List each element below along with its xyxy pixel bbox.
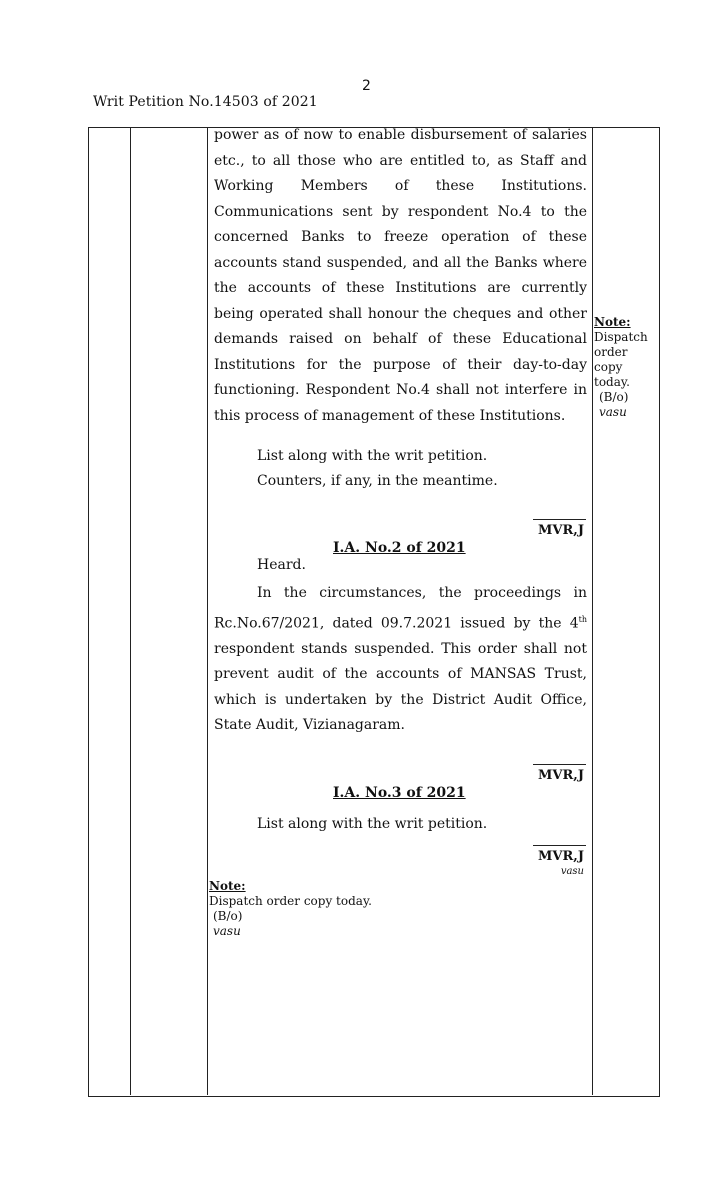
order-line: Institutions for the purpose of their day-to-day — [214, 356, 587, 373]
order-line: demands raised on behalf of these Educational — [214, 331, 587, 347]
ia2-line: State Audit, Vizianagaram. — [214, 717, 405, 734]
order-line: accounts stand suspended, and all the Banks where — [214, 254, 587, 271]
signature-line — [533, 845, 586, 846]
counters-line: Counters, if any, in the meantime. — [257, 473, 498, 489]
ia3-line: List along with the writ petition. — [257, 816, 488, 832]
side-note-line: today. — [594, 375, 630, 389]
ia2-line — [214, 607, 587, 637]
signature-line — [533, 764, 586, 765]
judge-signature: MVR,J — [538, 849, 584, 864]
column-divider-1 — [130, 127, 131, 1095]
order-line: power as of now to enable disbursement of salaries — [214, 127, 587, 143]
order-line: etc., to all those who are entitled to, as Staff and — [214, 152, 587, 169]
column-divider-3 — [592, 127, 593, 1095]
ia2-line: which is undertaken by the District Audit Office, — [214, 691, 587, 708]
ia2-line: In the circumstances, the proceedings in — [257, 585, 587, 601]
page-number: 2 — [362, 78, 371, 94]
bottom-note-line: Dispatch order copy today. — [209, 894, 372, 908]
order-line: this process of management of these Institutions. — [214, 407, 566, 424]
ia2-paragraph — [214, 581, 587, 739]
order-line: the accounts of these Institutions are currently — [214, 280, 587, 296]
ia2-line-text: Rc.No.67/2021, dated 09.7.2021 issued by the 4 — [214, 615, 579, 632]
column-divider-2 — [207, 127, 208, 1095]
side-note-initials: vasu — [599, 405, 627, 419]
side-note-line: copy — [594, 360, 623, 374]
signature-initials: vasu — [560, 866, 584, 877]
order-paragraph — [214, 123, 587, 429]
judge-signature: MVR,J — [538, 768, 584, 783]
order-line: functioning. Respondent No.4 shall not interfere in — [214, 382, 587, 398]
bottom-note-bo: (B/o) — [213, 909, 243, 923]
ia2-line: respondent stands suspended. This order shall not — [214, 640, 587, 657]
ia2-heard: Heard. — [257, 557, 306, 573]
side-note — [594, 315, 656, 420]
ia3-heading: I.A. No.3 of 2021 — [333, 785, 466, 801]
bottom-note — [209, 879, 449, 939]
bottom-note-initials: vasu — [213, 924, 241, 938]
ia2-line: prevent audit of the accounts of MANSAS Trust, — [214, 666, 587, 683]
bottom-note-title: Note: — [209, 879, 246, 893]
order-line: Communications sent by respondent No.4 to the — [214, 203, 587, 220]
ia2-superscript: th — [578, 614, 587, 624]
side-note-line: order — [594, 345, 628, 359]
ia2-heading: I.A. No.2 of 2021 — [333, 540, 466, 556]
order-line: being operated shall honour the cheques and other — [214, 305, 587, 322]
order-body — [214, 127, 587, 429]
order-line: Working Members of these Institutions. — [214, 178, 587, 194]
side-note-title: Note: — [594, 315, 631, 329]
case-header: Writ Petition No.14503 of 2021 — [93, 94, 318, 110]
signature-line — [533, 519, 586, 520]
judge-signature: MVR,J — [538, 523, 584, 538]
side-note-bo: (B/o) — [599, 390, 629, 404]
list-line: List along with the writ petition. — [257, 448, 488, 464]
order-line: concerned Banks to freeze operation of these — [214, 229, 587, 245]
side-note-line: Dispatch — [594, 330, 648, 344]
